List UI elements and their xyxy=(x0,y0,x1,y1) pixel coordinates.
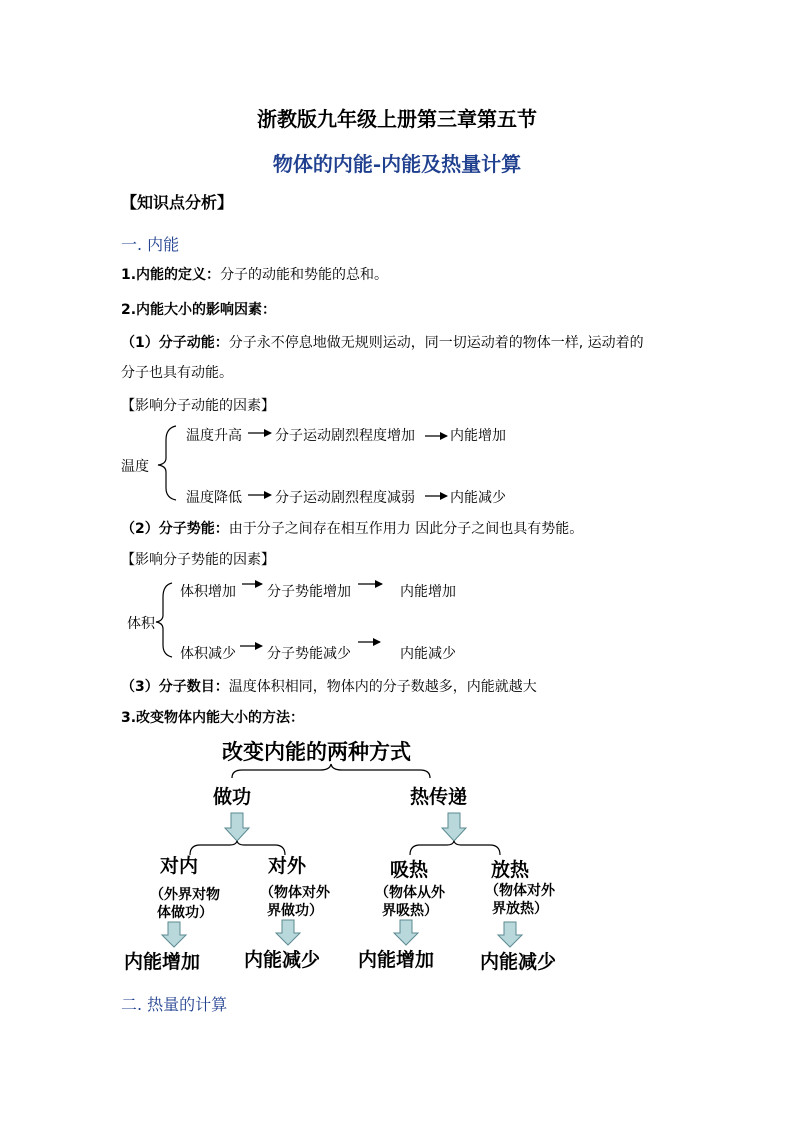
temp-down-a: 温度降低 xyxy=(186,490,242,506)
diagram-top-brace xyxy=(232,764,430,778)
count-label: （3）分子数目： xyxy=(121,679,229,695)
arrow-release-down xyxy=(498,922,522,947)
volume-brace xyxy=(156,583,172,657)
diagram-absorb: 吸热 xyxy=(390,859,429,881)
kinetic-factors-heading: 【影响分子动能的因素】 xyxy=(121,398,275,414)
diagram-out-result: 内能减少 xyxy=(244,949,321,971)
temperature-label: 温度 xyxy=(121,459,149,475)
kinetic-label: （1）分子动能： xyxy=(121,335,229,351)
vol-down-c: 内能减少 xyxy=(400,646,456,662)
page-subtitle: 物体的内能-内能及热量计算 xyxy=(272,152,522,176)
temp-up-a: 温度升高 xyxy=(186,428,242,444)
methods-label: 3.改变物体内能大小的方法： xyxy=(121,710,305,726)
knowledge-heading: 【知识点分析】 xyxy=(121,193,234,212)
work-sub-brace xyxy=(190,841,285,855)
definition-text: 分子的动能和势能的总和。 xyxy=(220,267,389,283)
kinetic-text: 分子永不停息地做无规则运动，同一切运动着的物体一样, 运动着的 xyxy=(228,335,644,351)
diagram-in-note-2: 体做功） xyxy=(157,905,213,921)
count-text: 温度体积相同，物体内的分子数越多，内能就越大 xyxy=(228,679,537,695)
diagram-absorb-result: 内能增加 xyxy=(358,949,435,971)
kinetic-line2: 分子也具有动能。 xyxy=(121,365,233,381)
diagram-release-note-2: 界放热） xyxy=(492,901,548,917)
diagram-work: 做功 xyxy=(213,786,252,808)
diagram-in-result: 内能增加 xyxy=(124,951,201,973)
diagram-absorb-note-2: 界吸热） xyxy=(382,903,438,919)
factors-label: 2.内能大小的影响因素： xyxy=(121,302,277,318)
diagram-in: 对内 xyxy=(160,855,199,877)
heat-sub-brace xyxy=(410,841,500,855)
potential-factors-heading: 【影响分子势能的因素】 xyxy=(121,552,275,568)
vol-up-b: 分子势能增加 xyxy=(267,584,351,600)
diagram-title: 改变内能的两种方式 xyxy=(222,739,411,764)
temp-brace xyxy=(158,426,176,500)
diagram-in-note-1: （外界对物 xyxy=(150,887,220,903)
arrow-in-down xyxy=(162,922,186,947)
vol-up-c: 内能增加 xyxy=(400,584,456,600)
vol-up-a: 体积增加 xyxy=(180,584,236,600)
potential-text: 由于分子之间存在相互作用力 因此分子之间也具有势能。 xyxy=(228,521,584,537)
temp-up-b: 分子运动剧烈程度增加 xyxy=(275,428,415,444)
section2-heading: 二. 热量的计算 xyxy=(121,995,228,1014)
section1-heading: 一. 内能 xyxy=(121,235,180,254)
diagram-out-note-1: （物体对外 xyxy=(260,885,330,901)
diagram-out: 对外 xyxy=(268,855,307,877)
diagram-release-result: 内能减少 xyxy=(480,951,557,973)
vol-down-a: 体积减少 xyxy=(180,646,236,662)
diagram-absorb-note-1: （物体从外 xyxy=(375,885,445,901)
page-title: 浙教版九年级上册第三章第五节 xyxy=(257,107,537,131)
temp-up-c: 内能增加 xyxy=(450,428,506,444)
volume-label: 体积 xyxy=(127,616,155,632)
arrow-out-down xyxy=(276,920,300,945)
temp-down-c: 内能减少 xyxy=(450,490,506,506)
vol-down-b: 分子势能减少 xyxy=(267,646,351,662)
diagram-heat: 热传递 xyxy=(410,786,468,808)
definition-label: 1.内能的定义： xyxy=(121,267,221,283)
diagram-out-note-2: 界做功） xyxy=(267,903,323,919)
diagram-release: 放热 xyxy=(491,859,530,881)
potential-label: （2）分子势能： xyxy=(121,521,229,537)
arrow-absorb-down xyxy=(394,920,418,945)
diagram-release-note-1: （物体对外 xyxy=(485,883,555,899)
temp-down-b: 分子运动剧烈程度减弱 xyxy=(275,490,415,506)
arrow-work-down xyxy=(225,813,249,841)
arrow-heat-down xyxy=(442,813,466,841)
